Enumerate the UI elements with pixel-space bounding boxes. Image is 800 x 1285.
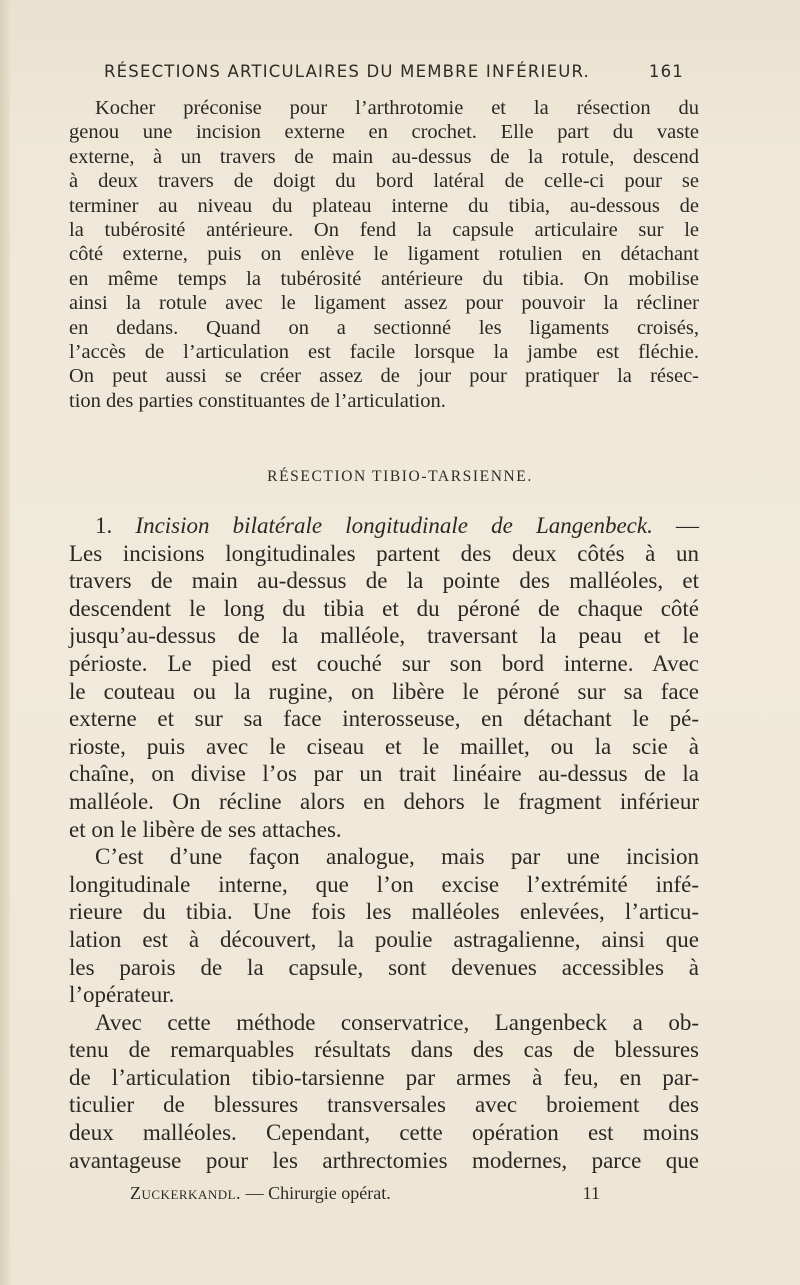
- section-body: [69, 512, 699, 1174]
- footer-dash: —: [245, 1183, 264, 1203]
- text-line: Avec cette méthode conservatrice, Langenbeck a ob-: [95, 1009, 699, 1035]
- footer-author: Zuckerkandl.: [130, 1183, 242, 1203]
- text-line: avantageuse pour les arthrectomies modernes, parce que: [69, 1147, 699, 1173]
- text-line: en même temps la tubérosité antérieure du tibia. On mobilise: [69, 267, 699, 290]
- footer-citation: [130, 1183, 391, 1204]
- paragraph-kocher: [69, 96, 699, 413]
- text-line: Les incisions longitudinales partent des deux côtés à un: [69, 540, 699, 566]
- text-line: longitudinale interne, que l’on excise l’extrémité infé-: [69, 871, 699, 897]
- text-line: l’accès de l’articulation est facile lorsque la jambe est fléchie.: [69, 341, 699, 364]
- text-line: descendent le long du tibia et du péroné de chaque côté: [69, 595, 699, 621]
- text-line: On peut aussi se créer assez de jour pour pratiquer la résec-: [69, 365, 699, 388]
- text-line: tion des parties constituantes de l’articulation.: [69, 389, 446, 412]
- running-header: [104, 62, 684, 81]
- subsection-title: Incision bilatérale longitudinale de Langenbeck.: [135, 513, 653, 538]
- text-line: l’opérateur.: [69, 982, 175, 1008]
- text-line: rioste, puis avec le ciseau et le maillet, ou la scie à: [69, 733, 699, 759]
- text-line: les parois de la capsule, sont devenues accessibles à: [69, 954, 699, 980]
- running-title: RÉSECTIONS ARTICULAIRES DU MEMBRE INFÉRIEUR.: [104, 62, 590, 81]
- text-line: genou une incision externe en crochet. Elle part du vaste: [69, 121, 699, 144]
- page-edge: [0, 0, 10, 1285]
- text-line: jusqu’au-dessus de la malléole, traversant la peau et le: [69, 623, 699, 649]
- subsection-dash: —: [676, 513, 700, 538]
- text-line: malléole. On récline alors en dehors le fragment inférieur: [69, 788, 699, 814]
- page-footer: [130, 1183, 600, 1204]
- text-line: travers de main au-dessus de la pointe des malléoles, et: [69, 568, 699, 594]
- text-line: de l’articulation tibio-tarsienne par armes à feu, en par-: [69, 1064, 699, 1090]
- text-line: terminer au niveau du plateau interne du tibia, au-dessous de: [69, 194, 699, 217]
- text-line: côté externe, puis on enlève le ligament rotulien en détachant: [69, 243, 699, 266]
- footer-title: Chirurgie opérat.: [268, 1183, 391, 1203]
- subsection-heading-line: [69, 512, 699, 540]
- page-number: 161: [648, 62, 684, 81]
- text-line: tenu de remarquables résultats dans des cas de blessures: [69, 1037, 699, 1063]
- section-heading: RÉSECTION TIBIO-TARSIENNE.: [267, 468, 533, 485]
- text-line: en dedans. Quand on a sectionné les ligaments croisés,: [69, 316, 699, 339]
- text-line: périoste. Le pied est couché sur son bord interne. Avec: [69, 650, 699, 676]
- subsection-number: 1.: [95, 513, 113, 538]
- text-line: externe, à un travers de main au-dessus de la rotule, descend: [69, 145, 699, 168]
- text-line: et on le libère de ses attaches.: [69, 816, 342, 842]
- text-line: ainsi la rotule avec le ligament assez pour pouvoir la récliner: [69, 292, 699, 315]
- text-line: le couteau ou la rugine, on libère le péroné sur sa face: [69, 678, 699, 704]
- text-line: externe et sur sa face interosseuse, en détachant le pé-: [69, 706, 699, 732]
- text-line: à deux travers de doigt du bord latéral de celle-ci pour se: [69, 170, 699, 193]
- text-line: chaîne, on divise l’os par un trait linéaire au-dessus de la: [69, 761, 699, 787]
- text-line: lation est à découvert, la poulie astragalienne, ainsi que: [69, 926, 699, 952]
- text-line: rieure du tibia. Une fois les malléoles enlevées, l’articu-: [69, 899, 699, 925]
- text-line: Kocher préconise pour l’arthrotomie et la résection du: [95, 97, 699, 119]
- text-line: la tubérosité antérieure. On fend la capsule articulaire sur le: [69, 219, 699, 242]
- text-line: C’est d’une façon analogue, mais par une incision: [95, 844, 699, 870]
- text-line: deux malléoles. Cependant, cette opération est moins: [69, 1120, 699, 1146]
- text-line: ticulier de blessures transversales avec broiement des: [69, 1092, 699, 1118]
- signature-mark: 11: [582, 1183, 600, 1203]
